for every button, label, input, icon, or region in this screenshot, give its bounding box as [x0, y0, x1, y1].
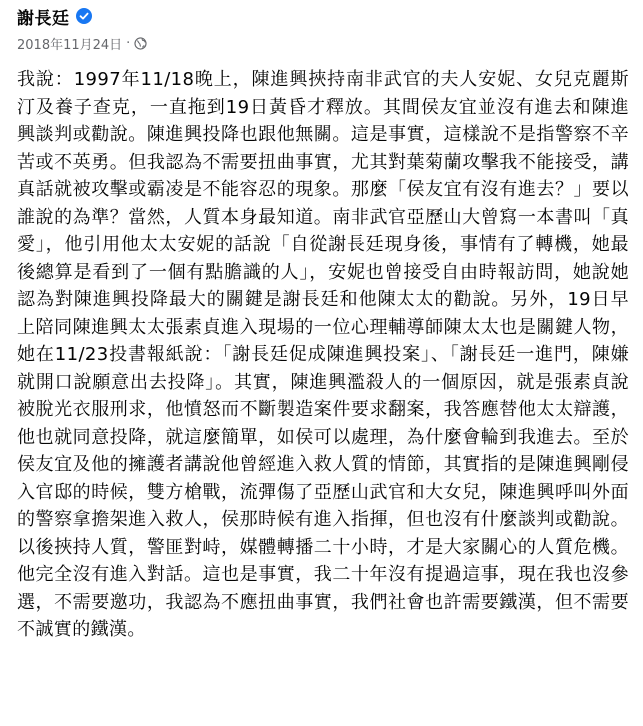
post-body-text: 我說：1997年11/18晚上，陳進興挾持南非武官的夫人安妮、女兒克麗斯汀及養子查克，一直拖到19日黃昏才釋放。其間侯友宜並沒有進去和陳進興談判或勸說。陳進興投降也跟他無關。這是事實，這樣說不是指警察不辛苦或不英勇。但我認為不需要扭曲事實，尤其對葉菊蘭攻擊我不能接受，講真話就被攻擊或霸凌是不能容忍的現象。那麼「侯友宜有沒有進去？」要以誰說的為準？當然，人質本身最知道。南非武官亞歷山大曾寫一本書叫「真愛」，他引用他太太安妮的話說「自從謝長廷現身後，事情有了轉機，她最後總算是看到了一個有點膽識的人」，安妮也曾接受自由時報訪問，她說她認為對陳進興投降最大的關鍵是謝長廷和他陳太太的勸說。另外，19日早上陪同陳進興太太張素貞進入現場的一位心理輔導師陳太太也是關鍵人物，她在11/23投書報紙說：「謝長廷促成陳進興投案」、「謝長廷一進門，陳嫌就開口說願意出去投降」。其實，陳進興濫殺人的一個原因，就是張素貞說被脫光衣服刑求，他憤怒而不斷製造案件要求翻案，我答應替他太太辯護，他也就同意投降，就這麼簡單，如侯可以處理，為什麼會輪到我進去。至於侯友宜及他的擁護者講說他曾經進入救人質的情節，其實指的是陳進興剛侵入官邸的時候，雙方槍戰，流彈傷了亞歷山武官和大女兒，陳進興呼叫外面的警察拿擔架進入救人，侯那時候有進入指揮，但也沒有什麼談判或勸說。以後挾持人質，警匪對峙，媒體轉播二十小時，才是大家關心的人質危機。他完全沒有進入對話。這也是事實，我二十年沒有提過這事，現在我也沒參選，不需要邀功，我認為不應扭曲事實，我們社會也許需要鐵漢，但不需要不誠實的鐵漢。	[17, 69, 629, 640]
meta-separator: ·	[126, 35, 131, 51]
author-name[interactable]: 謝長廷	[17, 8, 70, 29]
author-row	[17, 4, 629, 28]
verified-badge-icon	[76, 8, 92, 24]
globe-icon[interactable]	[134, 37, 147, 50]
post-timestamp[interactable]: 2018年11月24日	[17, 37, 123, 53]
post-header	[17, 0, 629, 56]
post-meta	[17, 34, 629, 52]
